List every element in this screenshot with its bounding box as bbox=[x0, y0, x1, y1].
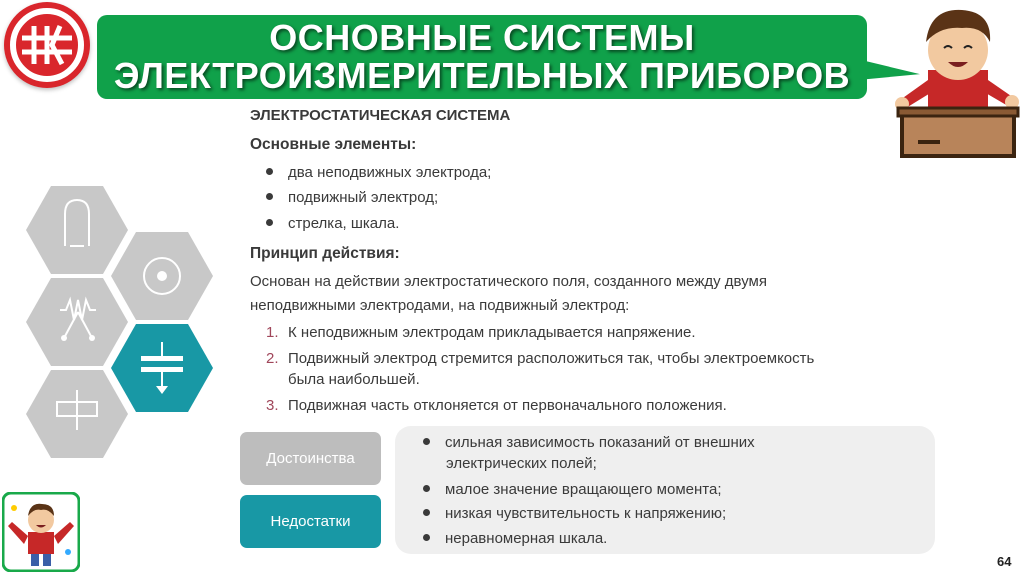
bullet-icon bbox=[266, 168, 273, 175]
bullet-icon bbox=[423, 485, 430, 492]
instrument-symbols bbox=[26, 184, 218, 460]
step-text: Подвижная часть отклоняется от первоначального положения. bbox=[288, 397, 727, 414]
title-line-2: ЭЛЕКТРОИЗМЕРИТЕЛЬНЫХ ПРИБОРОВ bbox=[113, 55, 851, 96]
step-item bbox=[266, 350, 814, 367]
principle-text-line-1: Основан на действии электростатического поля, созданного между двумя bbox=[250, 273, 767, 290]
bullet-icon bbox=[266, 219, 273, 226]
step-item bbox=[266, 324, 696, 341]
principle-text-line-2: неподвижными электродами, на подвижный электрод: bbox=[250, 297, 630, 314]
list-item-text: сильная зависимость показаний от внешних bbox=[445, 434, 755, 451]
principle-heading: Принцип действия: bbox=[250, 245, 400, 262]
thermal-symbol-icon bbox=[26, 278, 128, 366]
title-line-1: ОСНОВНЫЕ СИСТЕМЫ bbox=[269, 17, 695, 58]
advantages-button[interactable]: Достоинства bbox=[240, 432, 381, 485]
magnetoelectric-symbol-icon bbox=[111, 232, 213, 320]
induction-symbol-icon bbox=[26, 370, 128, 458]
company-logo bbox=[4, 2, 90, 88]
electrostatic-symbol-icon bbox=[111, 324, 213, 412]
step-text: Подвижный электрод стремится расположиться так, чтобы электроемкость bbox=[288, 350, 815, 367]
list-item-text: низкая чувствительность к напряжению; bbox=[445, 505, 727, 522]
bullet-icon bbox=[266, 193, 273, 200]
step-text: К неподвижным электродам прикладывается напряжение. bbox=[288, 324, 696, 341]
elements-heading: Основные элементы: bbox=[250, 136, 417, 153]
electromagnetic-symbol-icon bbox=[26, 186, 128, 274]
list-item bbox=[423, 481, 722, 498]
teacher-illustration-icon bbox=[890, 0, 1024, 160]
list-item bbox=[266, 164, 491, 181]
list-item bbox=[423, 505, 726, 522]
list-item-text: стрелка, шкала. bbox=[288, 215, 400, 232]
list-item bbox=[266, 189, 438, 206]
list-item-text: два неподвижных электрода; bbox=[288, 164, 492, 181]
step-number: 3. bbox=[266, 397, 279, 414]
list-item-text-continued: электрических полей; bbox=[446, 455, 597, 472]
step-item bbox=[266, 397, 727, 414]
page-number: 64 bbox=[997, 554, 1012, 569]
disadvantages-button[interactable]: Недостатки bbox=[240, 495, 381, 548]
list-item-text: подвижный электрод; bbox=[288, 189, 439, 206]
title-banner bbox=[97, 15, 867, 99]
bullet-icon bbox=[423, 438, 430, 445]
list-item bbox=[423, 434, 755, 451]
section-title: ЭЛЕКТРОСТАТИЧЕСКАЯ СИСТЕМА bbox=[250, 107, 511, 124]
boy-illustration-icon[interactable] bbox=[2, 492, 80, 572]
list-item-text: неравномерная шкала. bbox=[445, 530, 608, 547]
bullet-icon bbox=[423, 534, 430, 541]
step-number: 2. bbox=[266, 350, 279, 367]
bullet-icon bbox=[423, 509, 430, 516]
step-text-continued: была наибольшей. bbox=[288, 371, 420, 388]
list-item bbox=[266, 215, 399, 232]
list-item-text: малое значение вращающего момента; bbox=[445, 481, 722, 498]
step-number: 1. bbox=[266, 324, 279, 341]
list-item bbox=[423, 530, 607, 547]
logo-emblem-icon bbox=[4, 2, 90, 88]
